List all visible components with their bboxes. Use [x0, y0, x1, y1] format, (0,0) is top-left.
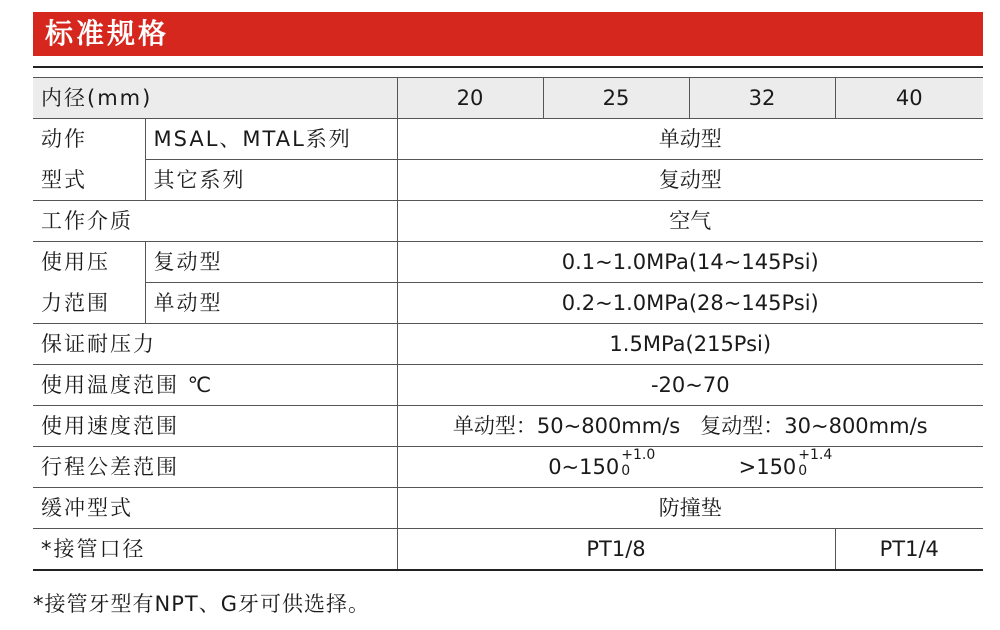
stroke-label: 行程公差范围 — [33, 447, 397, 488]
proof-val: 1.5MPa(215Psi) — [397, 324, 983, 365]
spec-table — [33, 77, 983, 571]
size-32: 32 — [689, 78, 835, 119]
temp-label: 使用温度范围 ℃ — [33, 365, 397, 406]
table-header-row — [33, 78, 983, 119]
pressure-label-1: 使用压 — [33, 242, 145, 283]
pressure-val-1: 0.1~1.0MPa(14~145Psi) — [397, 242, 983, 283]
divider — [33, 66, 983, 68]
table-row — [33, 119, 983, 160]
port-val-1: PT1/8 — [397, 529, 835, 571]
action-label-1: 动作 — [33, 119, 145, 160]
table-row — [33, 488, 983, 529]
page-title: 标准规格 — [45, 17, 170, 50]
medium-label: 工作介质 — [33, 201, 397, 242]
stroke-a — [548, 447, 662, 479]
speed-label: 使用速度范围 — [33, 406, 397, 447]
table-row — [33, 324, 983, 365]
action-val-2: 复动型 — [397, 160, 983, 201]
stroke-a-lower: 0 — [621, 463, 631, 479]
proof-label: 保证耐压力 — [33, 324, 397, 365]
stroke-a-tolerance — [621, 447, 656, 479]
speed-val: 单动型：50~800mm/s 复动型：30~800mm/s — [397, 406, 983, 447]
action-label-2: 型式 — [33, 160, 145, 201]
table-row — [33, 160, 983, 201]
table-row — [33, 447, 983, 488]
cushion-label: 缓冲型式 — [33, 488, 397, 529]
port-val-2: PT1/4 — [835, 529, 983, 571]
size-20: 20 — [397, 78, 543, 119]
table-row — [33, 242, 983, 283]
action-sub-1: MSAL、MTAL系列 — [145, 119, 397, 160]
stroke-b — [738, 447, 833, 479]
pressure-sub-2: 单动型 — [145, 283, 397, 324]
temp-val: -20~70 — [397, 365, 983, 406]
table-row — [33, 283, 983, 324]
stroke-val — [397, 447, 983, 488]
stroke-b-main: >150 — [738, 455, 797, 479]
action-val-1: 单动型 — [397, 119, 983, 160]
medium-val: 空气 — [397, 201, 983, 242]
table-row — [33, 529, 983, 571]
cushion-val: 防撞垫 — [397, 488, 983, 529]
header-label: 内径(mm) — [33, 78, 397, 119]
size-25: 25 — [543, 78, 689, 119]
stroke-a-main: 0~150 — [548, 455, 620, 479]
table-row — [33, 365, 983, 406]
stroke-b-lower: 0 — [798, 463, 808, 479]
title-bar — [33, 12, 983, 56]
stroke-b-tolerance — [798, 447, 833, 479]
pressure-val-2: 0.2~1.0MPa(28~145Psi) — [397, 283, 983, 324]
stroke-a-upper: +1.0 — [621, 447, 656, 463]
port-label: *接管口径 — [33, 529, 397, 571]
pressure-sub-1: 复动型 — [145, 242, 397, 283]
footnote: *接管牙型有NPT、G牙可供选择。 — [33, 592, 370, 616]
table-row — [33, 406, 983, 447]
table-row — [33, 201, 983, 242]
size-40: 40 — [835, 78, 983, 119]
pressure-label-2: 力范围 — [33, 283, 145, 324]
stroke-b-upper: +1.4 — [798, 447, 833, 463]
action-sub-2: 其它系列 — [145, 160, 397, 201]
